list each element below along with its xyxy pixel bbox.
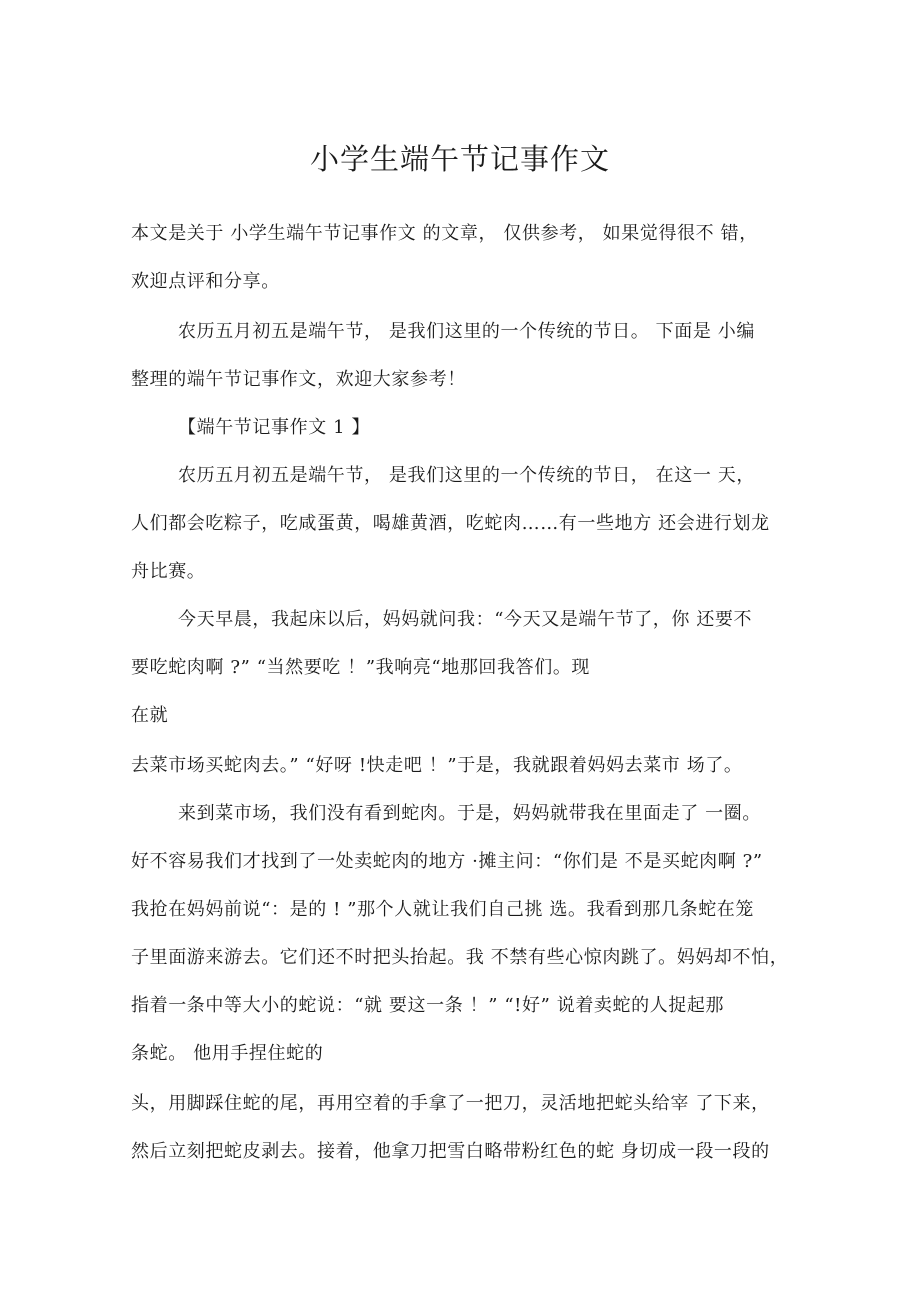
section-heading: 【端午节记事作文 1 】 <box>178 417 371 438</box>
paragraph-line: 整理的端午节记事作文，欢迎大家参考！ <box>131 369 466 390</box>
paragraph-line: 子里面游来游去。它们还不时把头抬起。我 不禁有些心惊肉跳了。妈妈却不怕， <box>131 947 789 968</box>
paragraph-line: 要吃蛇肉啊 ?” “当然要吃 ！”我响亮“地那回我答们。现 <box>131 657 591 678</box>
paragraph-line: 去菜市场买蛇肉去。” “好呀 !快走吧 ！”于是，我就跟着妈妈去菜市 场了。 <box>131 755 743 776</box>
paragraph-line: 好不容易我们才找到了一处卖蛇肉的地方 ·摊主问：“你们是 不是买蛇肉啊 ?” <box>131 851 763 872</box>
paragraph-line: 今天早晨，我起床以后，妈妈就问我：“今天又是端午节了，你 还要不 <box>178 609 753 630</box>
paragraph-line: 在就 <box>131 705 169 726</box>
paragraph-line: 农历五月初五是端午节， 是我们这里的一个传统的节日。 下面是 小编 <box>178 321 755 342</box>
paragraph-line: 条蛇。 他用手捏住蛇的 <box>131 1043 324 1064</box>
paragraph-line: 然后立刻把蛇皮剥去。接着，他拿刀把雪白略带粉红色的蛇 身切成一段一段的 <box>131 1141 770 1162</box>
paragraph-line: 农历五月初五是端午节， 是我们这里的一个传统的节日， 在这一 天， <box>178 465 755 486</box>
paragraph-line: 来到菜市场，我们没有看到蛇肉。于是，妈妈就带我在里面走了 一圈。 <box>178 803 761 824</box>
paragraph-line: 头，用脚踩住蛇的尾，再用空着的手拿了一把刀，灵活地把蛇头给宰 了下来， <box>131 1093 770 1114</box>
paragraph-line: 我抢在妈妈前说“：是的 ! ”那个人就让我们自己挑 选。我看到那几条蛇在笼 <box>131 899 754 920</box>
paragraph-line: 指着一条中等大小的蛇说：“就 要这一条 ！” “!好” 说着卖蛇的人捉起那 <box>131 995 725 1016</box>
paragraph-line: 欢迎点评和分享。 <box>131 271 280 292</box>
paragraph-line: 本文是关于 小学生端午节记事作文 的文章， 仅供参考， 如果觉得很不 错， <box>131 223 758 244</box>
page-title: 小学生端午节记事作文 <box>309 142 610 176</box>
paragraph-line: 舟比赛。 <box>131 561 206 582</box>
paragraph-line: 人们都会吃粽子，吃咸蛋黄，喝雄黄酒，吃蛇肉……有一些地方 还会进行划龙 <box>131 513 770 534</box>
